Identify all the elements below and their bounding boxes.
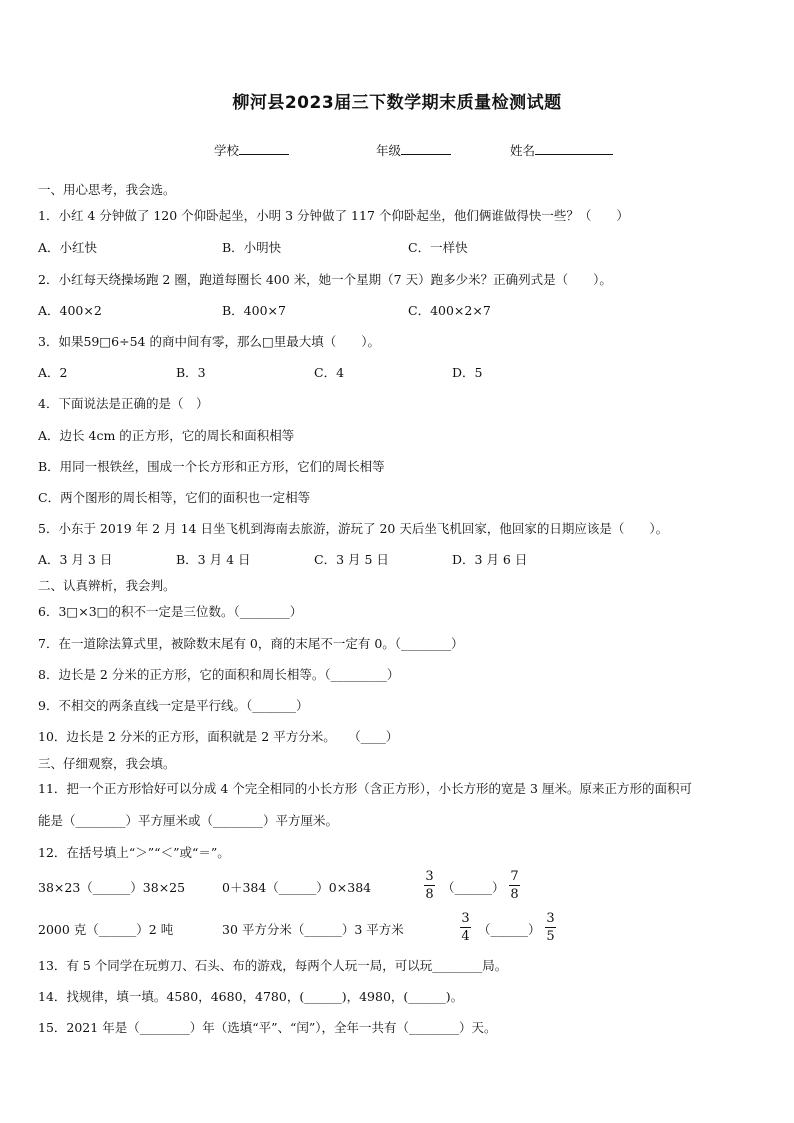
question-14[interactable]: 14．找规律，填一填。4580，4680，4780，(______)，4980，(______)。 xyxy=(38,989,464,1004)
school-blank[interactable] xyxy=(239,142,289,155)
question-4-option-c[interactable]: C．两个图形的周长相等，它们的面积也一定相等 xyxy=(38,490,311,505)
fraction-bar xyxy=(460,927,471,928)
question-12-compare-4[interactable]: 2000 克（______）2 吨 xyxy=(38,922,174,937)
question-3-option-b[interactable]: B．3 xyxy=(176,365,206,380)
fraction-denominator: 4 xyxy=(461,929,470,944)
fraction-denominator: 8 xyxy=(510,887,519,902)
fraction-bar xyxy=(424,885,435,886)
question-1-stem: 1．小红 4 分钟做了 120 个仰卧起坐，小明 3 分钟做了 117 个仰卧起坐，他们俩谁做得快一些？（ ） xyxy=(38,208,629,223)
section-heading-2: 二、认真辨析，我会判。 xyxy=(38,578,176,593)
fraction-7-8 xyxy=(509,869,520,902)
question-12-compare-6-blank[interactable]: （______） xyxy=(478,922,541,937)
question-12-compare-1[interactable]: 38×23（______）38×25 xyxy=(38,880,186,895)
question-12-stem: 12．在括号填上“＞”“＜”或“＝”。 xyxy=(38,845,230,860)
school-label: 学校 xyxy=(214,143,240,158)
question-9[interactable]: 9．不相交的两条直线一定是平行线。（_______） xyxy=(38,698,309,713)
question-4-option-b[interactable]: B．用同一根铁丝，围成一个长方形和正方形，它们的周长相等 xyxy=(38,459,385,474)
question-12-compare-2[interactable]: 0＋384（______）0×384 xyxy=(222,880,372,895)
fraction-denominator: 8 xyxy=(425,887,434,902)
question-2-option-b[interactable]: B．400×7 xyxy=(222,303,286,318)
fraction-3-8 xyxy=(424,869,435,902)
question-6[interactable]: 6．3□×3□的积不一定是三位数。（________） xyxy=(38,604,303,619)
fraction-bar xyxy=(545,927,556,928)
grade-label: 年级 xyxy=(376,143,402,158)
fraction-numerator: 3 xyxy=(425,869,434,884)
question-12-compare-5[interactable]: 30 平方分米（______）3 平方米 xyxy=(222,922,404,937)
page-title: 柳河县2023届三下数学期末质量检测试题 xyxy=(232,93,562,113)
fraction-3-4 xyxy=(460,911,471,944)
grade-blank[interactable] xyxy=(401,142,451,155)
school-field[interactable] xyxy=(214,141,289,159)
name-label: 姓名 xyxy=(510,143,536,158)
question-13[interactable]: 13．有 5 个同学在玩剪刀、石头、布的游戏，每两个人玩一局，可以玩________局。 xyxy=(38,958,508,973)
question-7[interactable]: 7．在一道除法算式里，被除数末尾有 0，商的末尾不一定有 0。（________） xyxy=(38,636,464,651)
section-heading-3: 三、仔细观察，我会填。 xyxy=(38,756,176,771)
fraction-numerator: 7 xyxy=(510,869,519,884)
question-11-line-1: 11．把一个正方形恰好可以分成 4 个完全相同的小长方形（含正方形），小长方形的宽是 3 厘米。原来正方形的面积可 xyxy=(38,781,692,796)
question-15[interactable]: 15．2021 年是（________）年（选填“平”、“闰”），全年一共有（________）天。 xyxy=(38,1020,497,1035)
question-3-option-a[interactable]: A．2 xyxy=(38,365,68,380)
question-2-option-c[interactable]: C．400×2×7 xyxy=(408,303,491,318)
question-3-stem: 3．如果59□6÷54 的商中间有零，那么□里最大填（ ）。 xyxy=(38,334,381,349)
question-1-option-b[interactable]: B．小明快 xyxy=(222,240,282,255)
question-2-stem: 2．小红每天绕操场跑 2 圈，跑道每圈长 400 米，她一个星期（7 天）跑多少米？正确列式是（ ）。 xyxy=(38,272,612,287)
header-fields xyxy=(0,141,794,161)
question-2-option-a[interactable]: A．400×2 xyxy=(38,303,102,318)
question-5-stem: 5．小东于 2019 年 2 月 14 日坐飞机到海南去旅游，游玩了 20 天后坐飞机回家，他回家的日期应该是（ ）。 xyxy=(38,521,669,536)
question-11-line-2[interactable]: 能是（________）平方厘米或（________）平方厘米。 xyxy=(38,813,339,828)
grade-field[interactable] xyxy=(376,141,451,159)
question-10[interactable]: 10．边长是 2 分米的正方形，面积就是 2 平方分米。 （____） xyxy=(38,729,399,744)
fraction-denominator: 5 xyxy=(546,929,555,944)
question-4-stem: 4．下面说法是正确的是（ ） xyxy=(38,396,209,411)
question-5-option-c[interactable]: C．3 月 5 日 xyxy=(314,552,389,567)
fraction-numerator: 3 xyxy=(546,911,555,926)
question-8[interactable]: 8．边长是 2 分米的正方形，它的面积和周长相等。（_________） xyxy=(38,667,400,682)
question-5-option-d[interactable]: D．3 月 6 日 xyxy=(452,552,528,567)
question-5-option-a[interactable]: A．3 月 3 日 xyxy=(38,552,113,567)
question-12-compare-3-blank[interactable]: （______） xyxy=(442,880,505,895)
fraction-3-5 xyxy=(545,911,556,944)
question-3-option-d[interactable]: D．5 xyxy=(452,365,483,380)
fraction-bar xyxy=(509,885,520,886)
name-blank[interactable] xyxy=(535,142,613,155)
question-5-option-b[interactable]: B．3 月 4 日 xyxy=(176,552,251,567)
question-1-option-a[interactable]: A．小红快 xyxy=(38,240,98,255)
fraction-numerator: 3 xyxy=(461,911,470,926)
question-4-option-a[interactable]: A．边长 4cm 的正方形，它的周长和面积相等 xyxy=(38,428,295,443)
section-heading-1: 一、用心思考，我会选。 xyxy=(38,182,176,197)
name-field[interactable] xyxy=(510,141,613,159)
question-1-option-c[interactable]: C．一样快 xyxy=(408,240,468,255)
question-3-option-c[interactable]: C．4 xyxy=(314,365,345,380)
